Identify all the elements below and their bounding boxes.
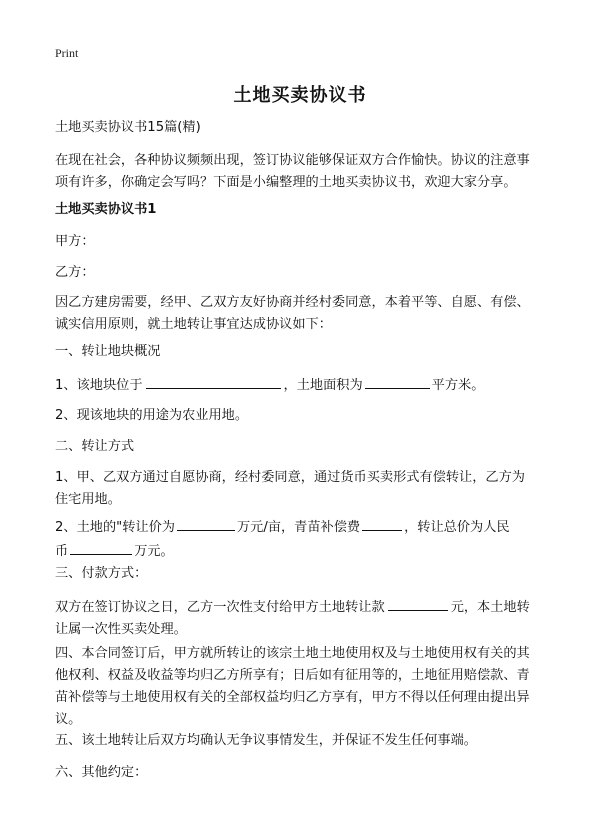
clause-4-line-1: 四、本合同签订后，甲方就所转让的该宗土地土地使用权及与土地使用权有关的其: [55, 646, 530, 661]
payment-paragraph: [55, 595, 547, 641]
area-blank: [365, 373, 430, 389]
item4-text-c: ，转让总价为人民: [404, 520, 510, 535]
clause-2-item-2: [55, 515, 547, 563]
print-link[interactable]: Print: [55, 46, 79, 60]
preamble-line-2: 诚实信用原则，就土地转让事宜达成协议如下：: [55, 317, 332, 332]
payment-text-b: 元，本土地转: [450, 600, 530, 615]
item4-line-2: [55, 539, 547, 563]
item4-text-e: 万元。: [134, 544, 174, 559]
item3-line-1: 1、甲、乙双方通过自愿协商，经村委同意，通过货币买卖形式有偿转让，乙方为: [55, 470, 525, 485]
payment-text-a: 双方在签订协议之日，乙方一次性支付给甲方土地转让款: [55, 600, 385, 615]
crop-compensation-blank: [362, 515, 402, 531]
payment-line-1: [55, 595, 547, 619]
item4-text-a: 2、土地的"转让价为: [55, 520, 175, 535]
clause-1-item-1: [55, 373, 547, 397]
clause-5: 五、该土地转让后双方均确认无争议事情发生，并保证不发生任何事端。: [55, 733, 477, 748]
item4-line-1: [55, 515, 547, 539]
item4-text-d: 币: [55, 544, 69, 559]
preamble-paragraph: [55, 292, 547, 336]
clause-2-heading: 二、转让方式: [55, 439, 135, 454]
price-per-mu-blank: [177, 515, 235, 531]
clause-1-heading: 一、转让地块概况: [55, 344, 161, 359]
intro-line-1: 在现在社会，各种协议频频出现，签订协议能够保证双方合作愉快。协议的注意事: [55, 153, 530, 168]
clause-3-heading: 三、付款方式：: [55, 566, 148, 581]
item4-text-b: 万元/亩，青苗补偿费: [236, 520, 361, 535]
intro-line-2: 项有许多，你确定会写吗？下面是小编整理的土地买卖协议书，欢迎大家分享。: [55, 175, 517, 190]
total-price-blank: [70, 539, 132, 555]
item3-line-2: 住宅用地。: [55, 492, 121, 507]
item1-text-c: 平方米。: [431, 378, 485, 393]
party-b-label: 乙方：: [55, 265, 95, 280]
intro-paragraph: [55, 150, 547, 194]
party-a-label: 甲方：: [55, 234, 95, 249]
clause-1-item-2: 2、现该地块的用途为农业用地。: [55, 408, 249, 423]
payment-amount-blank: [388, 595, 448, 611]
clause-4-line-3: 苗补偿等与土地使用权有关的全部权益均归乙方享有，甲方不得以任何理由提出异: [55, 690, 530, 705]
subtitle: 土地买卖协议书15篇(精): [55, 120, 201, 135]
preamble-line-1: 因乙方建房需要，经甲、乙双方友好协商并经村委同意，本着平等、自愿、有偿、: [55, 295, 530, 310]
item1-text-a: 1、该地块位于: [55, 378, 143, 393]
page-title: 土地买卖协议书: [233, 85, 367, 106]
payment-line-2: 让属一次性买卖处理。: [55, 622, 187, 637]
clause-6-heading: 六、其他约定：: [55, 765, 148, 780]
clause-4-line-4: 议。: [55, 712, 82, 727]
item1-text-b: ，土地面积为: [283, 378, 363, 393]
location-blank: [146, 373, 281, 389]
clause-4-line-2: 他权利、权益及收益等均归乙方所享有；日后如有征用等的，土地征用赔偿款、青: [55, 668, 530, 683]
section-heading: 土地买卖协议书1: [55, 202, 157, 217]
clause-4-paragraph: [55, 643, 547, 731]
clause-2-item-1: [55, 467, 547, 511]
